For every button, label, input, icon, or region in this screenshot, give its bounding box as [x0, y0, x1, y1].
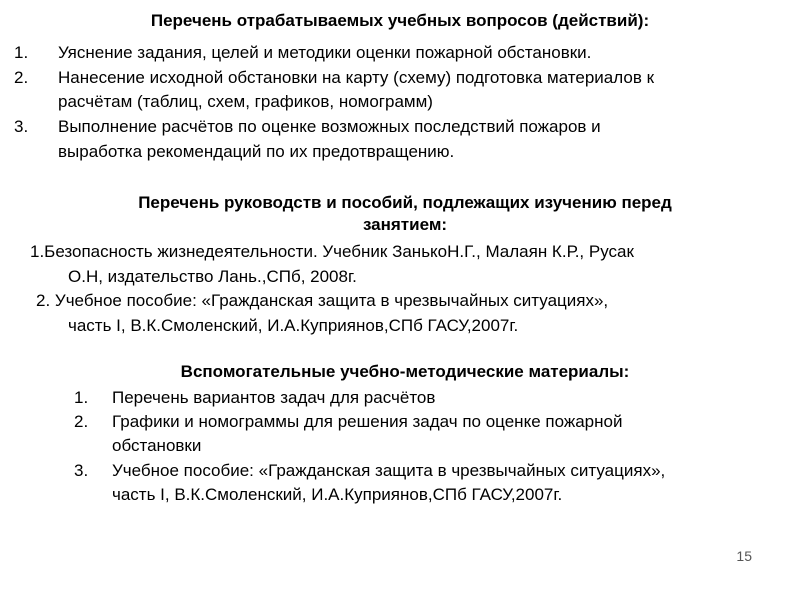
section3-item2-number: 2.	[74, 412, 89, 431]
section1-item3-line2: выработка рекомендаций по их предотвращению.	[58, 142, 455, 161]
section1-item2-number: 2.	[14, 68, 29, 87]
section2-item1-line1: 1.Безопасность жизнедеятельности. Учебник ЗанькоН.Г., Малаян К.Р., Русак	[30, 242, 634, 261]
section2-item1-line2: О.Н, издательство Лань.,СПб, 2008г.	[68, 267, 357, 286]
section1-item2-line2: расчётам (таблиц, схем, графиков, номограмм)	[58, 92, 433, 111]
section1-item3-number: 3.	[14, 117, 29, 136]
section2-item2-line2: часть I, В.К.Смоленский, И.А.Куприянов,СПб ГАСУ,2007г.	[68, 316, 519, 335]
section2-title-line2: занятием:	[362, 215, 448, 234]
page-number: 15	[736, 548, 752, 564]
section2-title	[0, 192, 800, 236]
section3-item2-line1: Графики и номограммы для решения задач по оценке пожарной	[112, 412, 623, 431]
section2-title-line1: Перечень руководств и пособий, подлежащих изучению перед	[138, 193, 672, 212]
section3-item1-number: 1.	[74, 388, 89, 407]
section2-item2-line1: 2. Учебное пособие: «Гражданская защита в чрезвычайных ситуациях»,	[36, 291, 609, 310]
section1-title: Перечень отрабатываемых учебных вопросов (действий):	[150, 11, 650, 30]
section1-item1-number: 1.	[14, 43, 29, 62]
section3-item1-text: Перечень вариантов задач для расчётов	[112, 388, 436, 407]
section1-item3-line1: Выполнение расчётов по оценке возможных последствий пожаров и	[58, 117, 601, 136]
section3-item3-line1: Учебное пособие: «Гражданская защита в чрезвычайных ситуациях»,	[112, 461, 666, 480]
section1-item2-line1: Нанесение исходной обстановки на карту (схему) подготовка материалов к	[58, 68, 655, 87]
section1-item1-text: Уяснение задания, целей и методики оценки пожарной обстановки.	[58, 43, 592, 62]
section3-item2-line2: обстановки	[112, 436, 202, 455]
section3-item3-number: 3.	[74, 461, 89, 480]
section3-title: Вспомогательные учебно-методические материалы:	[180, 362, 630, 381]
section3-item3-line2: часть I, В.К.Смоленский, И.А.Куприянов,СПб ГАСУ,2007г.	[112, 485, 563, 504]
